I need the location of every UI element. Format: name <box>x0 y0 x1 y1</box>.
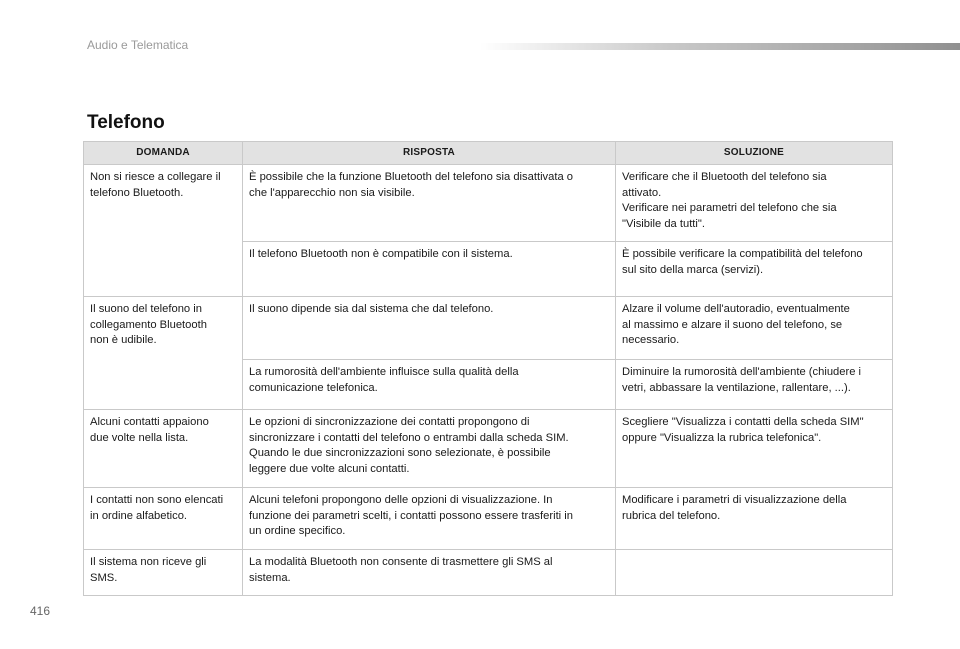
table-row <box>84 488 893 550</box>
answer-cell: La modalità Bluetooth non consente di trasmettere gli SMS al sistema. <box>243 550 616 596</box>
header-title: Audio e Telematica <box>87 38 189 52</box>
answer-cell: Il suono dipende sia dal sistema che dal telefono. <box>243 297 616 360</box>
table-header-row <box>84 142 893 165</box>
solution-cell: È possibile verificare la compatibilità del telefono sul sito della marca (servizi). <box>616 242 893 297</box>
page-number: 416 <box>30 604 51 618</box>
solution-cell: Alzare il volume dell'autoradio, eventualmente al massimo e alzare il suono del telefono, se necessario. <box>616 297 893 360</box>
faq-table <box>83 141 893 596</box>
table-row <box>84 410 893 488</box>
answer-cell: Il telefono Bluetooth non è compatibile con il sistema. <box>243 242 616 297</box>
question-cell: Il suono del telefono in collegamento Bluetooth non è udibile. <box>84 297 243 410</box>
section-title: Telefono <box>87 112 165 133</box>
question-cell: Il sistema non riceve gli SMS. <box>84 550 243 596</box>
column-header-soluzione: SOLUZIONE <box>616 142 893 165</box>
solution-cell <box>616 550 893 596</box>
answer-cell: La rumorosità dell'ambiente influisce sulla qualità della comunicazione telefonica. <box>243 360 616 410</box>
answer-cell: È possibile che la funzione Bluetooth del telefono sia disattivata o che l'apparecchio non sia visibile. <box>243 165 616 242</box>
solution-cell: Modificare i parametri di visualizzazione della rubrica del telefono. <box>616 488 893 550</box>
table-row <box>84 165 893 242</box>
column-header-risposta: RISPOSTA <box>243 142 616 165</box>
question-cell: I contatti non sono elencati in ordine alfabetico. <box>84 488 243 550</box>
header-decorative-bar <box>480 43 960 50</box>
question-cell: Alcuni contatti appaiono due volte nella lista. <box>84 410 243 488</box>
answer-cell: Alcuni telefoni propongono delle opzioni di visualizzazione. In funzione dei parametri scelti, i contatti possono essere trasferiti in un ordine specifico. <box>243 488 616 550</box>
solution-cell: Diminuire la rumorosità dell'ambiente (chiudere i vetri, abbassare la ventilazione, rallentare, ...). <box>616 360 893 410</box>
question-cell: Non si riesce a collegare il telefono Bluetooth. <box>84 165 243 297</box>
table-row <box>84 297 893 360</box>
solution-cell: Verificare che il Bluetooth del telefono sia attivato. Verificare nei parametri del telefono che sia "Visibile da tutti". <box>616 165 893 242</box>
solution-cell: Scegliere "Visualizza i contatti della scheda SIM" oppure "Visualizza la rubrica telefonica". <box>616 410 893 488</box>
column-header-domanda: DOMANDA <box>84 142 243 165</box>
table-row <box>84 550 893 596</box>
answer-cell: Le opzioni di sincronizzazione dei contatti propongono di sincronizzare i contatti del telefono o entrambi dalla scheda SIM. Quando le due sincronizzazioni sono selezionate, è possibile leggere due volte alcuni contatti. <box>243 410 616 488</box>
